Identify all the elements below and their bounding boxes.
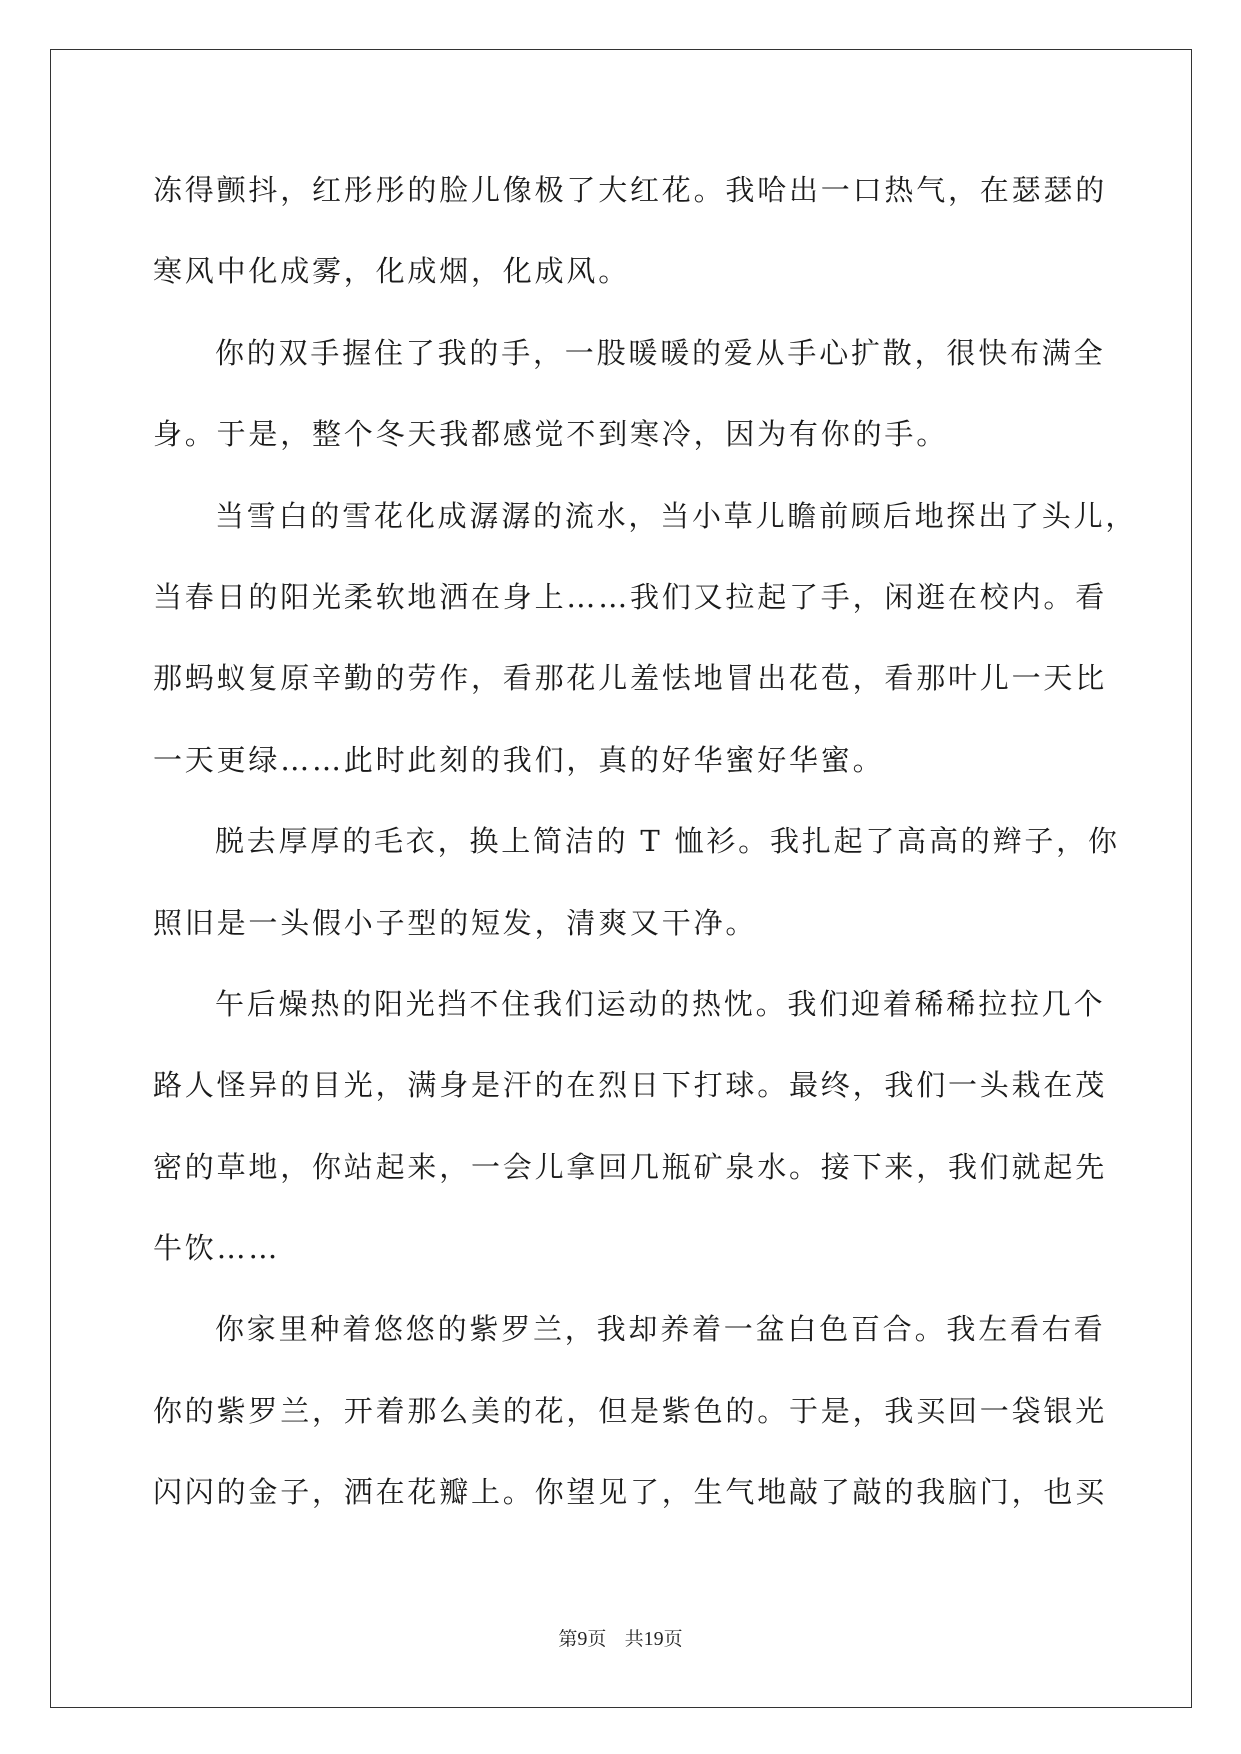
text-line: 那蚂蚁复原辛勤的劳作，看那花儿羞怯地冒出花苞，看那叶儿一天比 [153,661,1108,696]
page-footer [0,1624,1241,1651]
text-line: 一天更绿……此时此刻的我们，真的好华蜜好华蜜。 [153,742,885,777]
total-suffix: 页 [663,1628,683,1650]
text-line: 密的草地，你站起来，一会儿拿回几瓶矿泉水。接下来，我们就起先 [153,1149,1108,1184]
text-line: 身。于是，整个冬天我都感觉不到寒冷，因为有你的手。 [153,417,949,452]
text-line: 牛饮…… [153,1231,281,1266]
paragraph-start-line: 你的双手握住了我的手，一股暖暖的爱从手心扩散，很快布满全 [215,335,1106,370]
text-line: 寒风中化成雾，化成烟，化成风。 [153,254,631,289]
paragraph-start-line: 脱去厚厚的毛衣，换上简洁的 T 恤衫。我扎起了高高的辫子，你 [215,824,1120,859]
text-line: 路人怪异的目光，满身是汗的在烈日下打球。最终，我们一头栽在茂 [153,1068,1108,1103]
total-prefix: 共 [624,1628,644,1650]
text-line: 你的紫罗兰，开着那么美的花，但是紫色的。于是，我买回一袋银光 [153,1393,1108,1428]
paragraph-start-line: 午后燥热的阳光挡不住我们运动的热忱。我们迎着稀稀拉拉几个 [215,986,1106,1021]
page-prefix: 第 [558,1628,578,1650]
text-line: 当春日的阳光柔软地洒在身上……我们又拉起了手，闲逛在校内。看 [153,579,1108,614]
text-line: 冻得颤抖，红彤彤的脸儿像极了大红花。我哈出一口热气，在瑟瑟的 [153,173,1108,207]
paragraph-start-line: 当雪白的雪花化成潺潺的流水，当小草儿瞻前顾后地探出了头儿， [215,498,1138,533]
paragraph-start-line: 你家里种着悠悠的紫罗兰，我却养着一盆白色百合。我左看右看 [215,1312,1106,1347]
page-suffix: 页 [587,1628,607,1650]
page-number: 9 [577,1628,588,1650]
total-pages: 19 [643,1628,664,1650]
text-line: 照旧是一头假小子型的短发，清爽又干净。 [153,905,758,940]
text-line: 闪闪的金子，洒在花瓣上。你望见了，生气地敲了敲的我脑门，也买 [153,1475,1108,1510]
body-text [153,150,1138,1534]
